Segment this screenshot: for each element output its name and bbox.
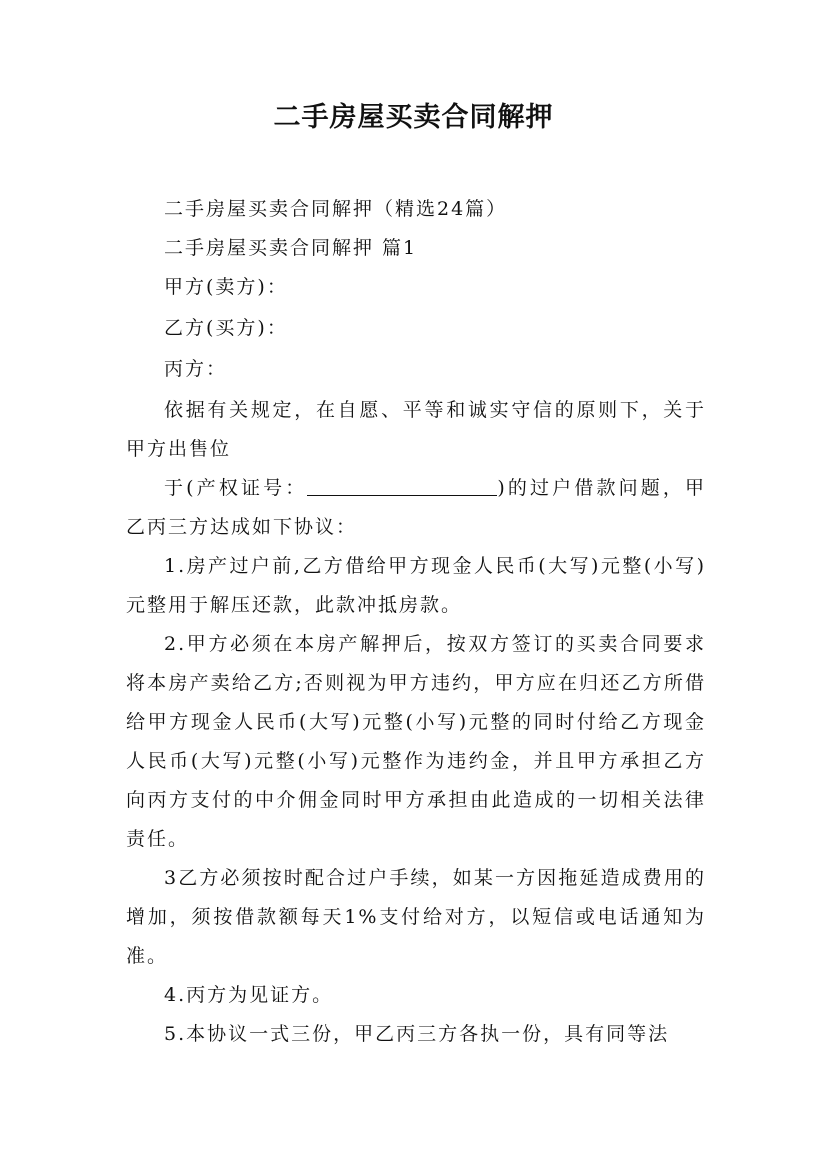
clause-4: 4.丙方为见证方。 bbox=[164, 984, 334, 1006]
property-prefix: 于(产权证号： bbox=[164, 477, 308, 499]
property-paragraph bbox=[126, 469, 706, 547]
document-title: 二手房屋买卖合同解押 bbox=[273, 102, 554, 133]
clause-2: 2.甲方必须在本房产解押后，按双方签订的买卖合同要求将本房产卖给乙方;否则视为甲方违约，甲方应在归还乙方所借给甲方现金人民币(大写)元整(小写)元整的同时付给乙方现金人民币(大写)元整(小写)元整作为违约金，并且甲方承担乙方向丙方支付的中介佣金同时甲方承担由此造成的一切相关法律责任。 bbox=[126, 633, 706, 850]
party-c-line bbox=[126, 350, 706, 391]
party-c-label: 丙方： bbox=[164, 358, 228, 380]
party-a-line bbox=[126, 268, 706, 309]
party-b-line bbox=[126, 309, 706, 350]
clause-3: 3乙方必须按时配合过户手续，如某一方因拖延造成费用的增加，须按借款额每天1%支付给对方，以短信或电话通知为准。 bbox=[126, 867, 706, 967]
section-heading: 二手房屋买卖合同解押 篇1 bbox=[164, 237, 418, 259]
party-a-label: 甲方(卖方)： bbox=[164, 276, 288, 298]
clause-1: 1.房产过户前,乙方借给甲方现金人民币(大写)元整(小写)元整用于解压还款，此款冲抵房款。 bbox=[126, 555, 706, 616]
party-b-label: 乙方(买方)： bbox=[164, 317, 288, 339]
document-body bbox=[126, 190, 706, 1054]
subtitle: 二手房屋买卖合同解押（精选24篇） bbox=[164, 198, 508, 220]
property-cert-blank bbox=[307, 473, 497, 496]
property-suffix: )的过户借款问题，甲乙丙三方达成如下协议： bbox=[126, 477, 706, 538]
clause-5: 5.本协议一式三份，甲乙丙三方各执一份，具有同等法 bbox=[164, 1023, 670, 1045]
intro-paragraph: 依据有关规定，在自愿、平等和诚实守信的原则下，关于甲方出售位 bbox=[126, 399, 706, 460]
